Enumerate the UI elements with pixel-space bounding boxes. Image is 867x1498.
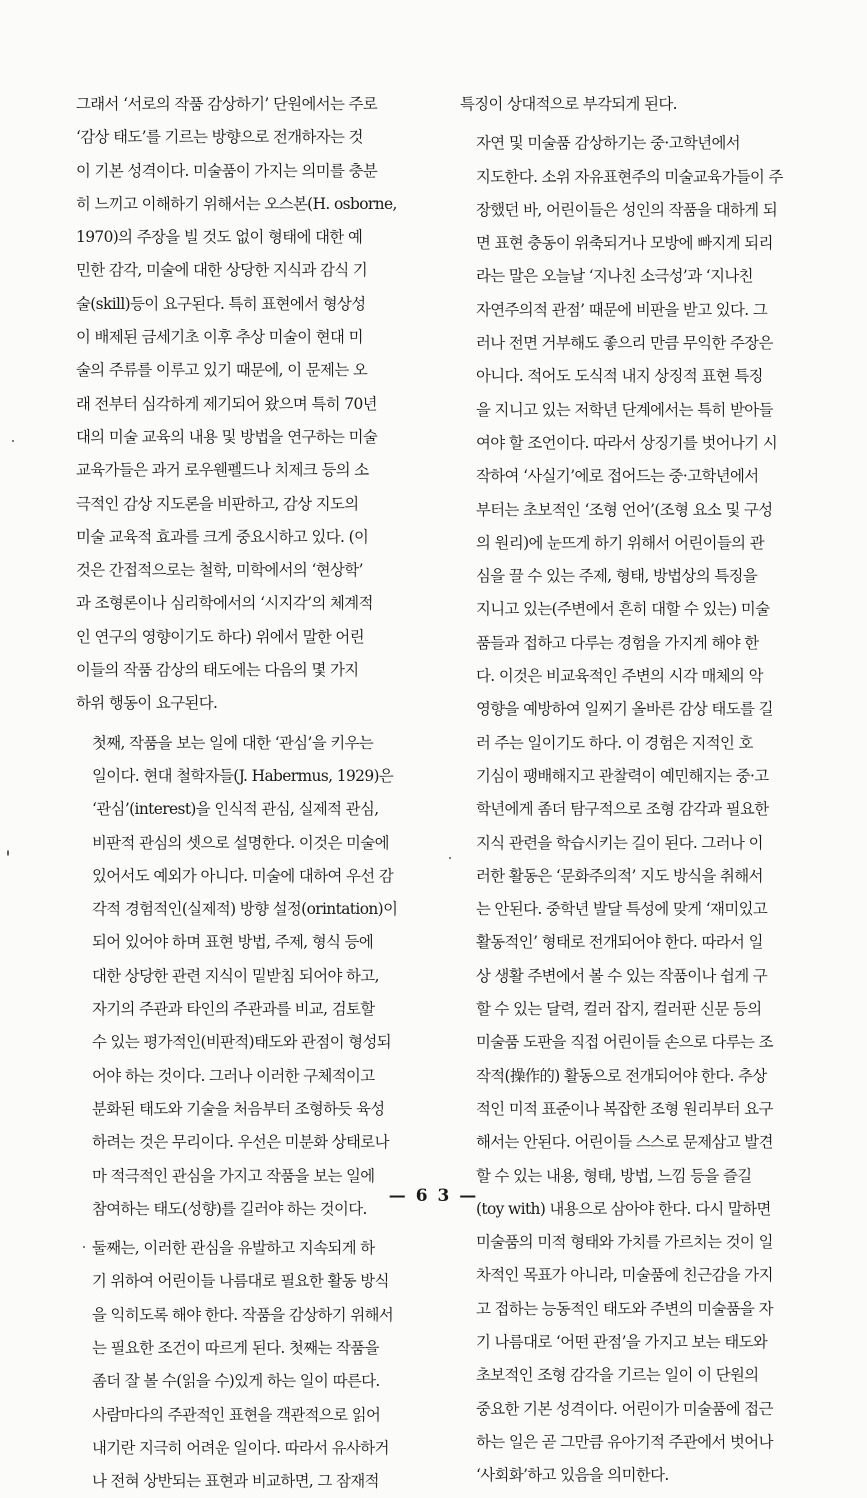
- text-line: 극적인 감상 지도론을 비판하고, 감상 지도의: [76, 494, 359, 513]
- text-line: ‘감상 태도’를 기르는 방향으로 전개하자는 것: [76, 128, 363, 147]
- text-line: 그래서 ‘서로의 작품 감상하기’ 단원에서는 주로: [76, 95, 378, 113]
- text-line: 는 안된다. 중학년 발달 특성에 맞게 ‘재미있고: [476, 900, 768, 919]
- text-line: 해서는 안된다. 어린이들 스스로 문제삼고 발견: [476, 1133, 773, 1152]
- text-line: 술의 주류를 이루고 있기 때문에, 이 문제는 오: [76, 361, 368, 380]
- text-line: (toy with) 내용으로 삼아야 한다. 다시 말하면: [476, 1199, 771, 1218]
- text-line: 분화된 태도와 기술을 처음부터 조형하듯 육성: [92, 1099, 385, 1118]
- text-line: 면 표현 충동이 위축되거나 모방에 빠지게 되리: [476, 234, 773, 253]
- text-line: 아니다. 적어도 도식적 내지 상징적 표현 특징: [476, 367, 763, 386]
- text-line: 일이다. 현대 철학자들(J. Habermus, 1929)은: [92, 766, 394, 785]
- text-line: 을 지니고 있는 저학년 단계에서는 특히 받아들: [476, 400, 773, 419]
- text-line: 술(skill)등이 요구된다. 특히 표현에서 형상성: [76, 294, 366, 313]
- page-number: — 6 3 —: [388, 1186, 479, 1206]
- text-line: 장했던 바, 어린이들은 성인의 작품을 대하게 되: [476, 200, 778, 219]
- text-line: 것은 간접적으로는 철학, 미학에서의 ‘현상학’: [76, 561, 363, 580]
- text-line: 어야 하는 것이다. 그러나 이러한 구체적이고: [92, 1066, 375, 1085]
- text-line: 래 전부터 심각하게 제기되어 왔으며 특히 70년: [76, 394, 377, 413]
- text-line: 다. 이것은 비교육적인 주변의 시각 매체의 악: [476, 667, 763, 686]
- text-line: 과 조형론이나 심리학에서의 ‘시지각’의 체계적: [76, 594, 373, 613]
- text-line: 각적 경험적인(실제적) 방향 설정(orintation)이: [92, 900, 398, 919]
- text-line: 특징이 상대적으로 부각되게 된다.: [460, 95, 677, 113]
- text-line: 비판적 관심의 셋으로 설명한다. 이것은 미술에: [92, 833, 389, 852]
- text-line: 품들과 접하고 다루는 경험을 가지게 해야 한: [476, 633, 759, 652]
- scan-speck: [83, 1246, 85, 1248]
- text-line: 이 배제된 금세기초 이후 추상 미술이 현대 미: [76, 328, 363, 347]
- text-line: 참여하는 태도(성향)를 길러야 하는 것이다.: [92, 1199, 367, 1218]
- text-line: ‘사회화’하고 있음을 의미한다.: [476, 1466, 669, 1485]
- text-line: 학년에게 좀더 탐구적으로 조형 감각과 필요한: [476, 800, 769, 819]
- text-line: 는 필요한 조건이 따르게 된다. 첫째는 작품을: [92, 1338, 379, 1357]
- text-line: 작하여 ‘사실기’에로 접어드는 중·고학년에서: [476, 467, 759, 486]
- text-line: 하는 일은 곧 그만큼 유아기적 주관에서 벗어나: [476, 1432, 773, 1451]
- text-line: 여야 할 조언이다. 따라서 상징기를 벗어나기 시: [476, 433, 778, 452]
- text-line: 할 수 있는 내용, 형태, 방법, 느낌 등을 즐길: [476, 1166, 752, 1185]
- text-line: 작적(操作的) 활동으로 전개되어야 한다. 추상: [476, 1066, 767, 1085]
- text-line: 차적인 목표가 아니라, 미술품에 친근감을 가지: [476, 1266, 773, 1285]
- right-column: [460, 88, 828, 1492]
- text-line: 하위 행동이 요구된다.: [76, 694, 218, 713]
- scan-speck: [7, 850, 9, 856]
- text-line: 활동적인’ 형태로 전개되어야 한다. 따라서 일: [476, 933, 763, 952]
- text-line: 첫째, 작품을 보는 일에 대한 ‘관심’을 키우는: [92, 733, 374, 752]
- text-line: 라는 말은 오늘날 ‘지나친 소극성’과 ‘지나친: [476, 267, 753, 286]
- text-line: 할 수 있는 달력, 컬러 잡지, 컬러판 신문 등의: [476, 1000, 762, 1019]
- text-line: 을 익히도록 해야 한다. 작품을 감상하기 위해서: [92, 1305, 394, 1324]
- text-line: 내기란 지극히 어려운 일이다. 따라서 유사하거: [92, 1438, 389, 1457]
- text-line: 1970)의 주장을 빌 것도 없이 형태에 대한 예: [76, 228, 363, 247]
- text-line: 하려는 것은 무리이다. 우선은 미분화 상태로나: [92, 1133, 389, 1152]
- text-line: 수 있는 평가적인(비판적)태도와 관점이 형성되: [92, 1033, 392, 1052]
- text-line: 부터는 초보적인 ‘조형 언어’(조형 요소 및 구성: [476, 500, 773, 519]
- text-line: 러한 활동은 ‘문화주의적’ 지도 방식을 취해서: [476, 866, 763, 885]
- text-line: ‘관심’(interest)을 인식적 관심, 실제적 관심,: [92, 800, 379, 819]
- text-line: 심을 끌 수 있는 주제, 형태, 방법상의 특징을: [476, 567, 758, 586]
- paragraph: [76, 727, 444, 1226]
- text-line: 의 원리)에 눈뜨게 하기 위해서 어린이들의 관: [476, 533, 764, 552]
- text-line: 마 적극적인 관심을 가지고 작품을 보는 일에: [92, 1166, 375, 1185]
- text-line: 자기의 주관과 타인의 주관과를 비교, 검토할: [92, 1000, 375, 1019]
- text-line: 인 연구의 영향이기도 하다) 위에서 말한 어린: [76, 627, 364, 646]
- text-line: 중요한 기본 성격이다. 어린이가 미술품에 접근: [476, 1399, 773, 1418]
- text-line: 적인 미적 표준이나 복잡한 조형 원리부터 요구: [476, 1099, 773, 1118]
- text-line: 있어서도 예외가 아니다. 미술에 대하여 우선 감: [92, 866, 394, 885]
- paragraph: [460, 88, 828, 121]
- paragraph: [460, 127, 828, 1492]
- text-line: 이 기본 성격이다. 미술품이 가지는 의미를 충분: [76, 161, 378, 180]
- text-line: 지도한다. 소위 자유표현주의 미술교육가들이 주: [476, 167, 783, 186]
- text-line: 민한 감각, 미술에 대한 상당한 지식과 감식 기: [76, 261, 368, 280]
- paragraph: [76, 88, 444, 721]
- text-line: 히 느끼고 이해하기 위해서는 오스본(H. osborne,: [76, 194, 397, 213]
- text-line: 초보적인 조형 감각을 기르는 일이 이 단원의: [476, 1366, 759, 1385]
- text-line: 대의 미술 교육의 내용 및 방법을 연구하는 미술: [76, 427, 378, 446]
- text-line: 자연주의적 관점’ 때문에 비판을 받고 있다. 그: [476, 300, 768, 319]
- paragraph: [76, 1232, 444, 1498]
- text-line: 러 주는 일이기도 하다. 이 경험은 지적인 호: [476, 733, 753, 752]
- text-line: 미술 교육적 효과를 크게 중요시하고 있다. (이: [76, 527, 369, 546]
- text-line: 미술품의 미적 형태와 가치를 가르치는 것이 일: [476, 1233, 773, 1252]
- text-line: 기 나름대로 ‘어떤 관점’을 가지고 보는 태도와: [476, 1332, 768, 1351]
- text-line: 고 접하는 능동적인 태도와 주변의 미술품을 자: [476, 1299, 773, 1318]
- scan-speck: [449, 857, 451, 859]
- text-line: 교육가들은 과거 로우웬펠드나 치제크 등의 소: [76, 461, 369, 480]
- text-line: 좀더 잘 볼 수(읽을 수)있게 하는 일이 따른다.: [92, 1372, 380, 1391]
- text-line: 대한 상당한 관련 지식이 밑받침 되어야 하고,: [92, 966, 379, 985]
- text-line: 되어 있어야 하며 표현 방법, 주제, 형식 등에: [92, 933, 374, 952]
- text-line: 지식 관련을 학습시키는 길이 된다. 그러나 이: [476, 833, 763, 852]
- scan-speck: [12, 440, 14, 442]
- text-line: 상 생활 주변에서 볼 수 있는 작품이나 쉽게 구: [476, 966, 768, 985]
- text-line: 기심이 팽배해지고 관찰력이 예민해지는 중·고: [476, 766, 769, 785]
- text-line: 자연 및 미술품 감상하기는 중·고학년에서: [476, 134, 741, 153]
- text-line: 미술품 도판을 직접 어린이들 손으로 다루는 조: [476, 1033, 773, 1052]
- text-line: 영향을 예방하여 일찌기 올바른 감상 태도를 길: [476, 700, 773, 719]
- text-line: 지니고 있는(주변에서 흔히 대할 수 있는) 미술: [476, 600, 770, 619]
- text-line: 사람마다의 주관적인 표현을 객관적으로 읽어: [92, 1405, 381, 1424]
- text-line: 러나 전면 거부해도 좋으리 만큼 무익한 주장은: [476, 334, 773, 353]
- text-line: 이들의 작품 감상의 태도에는 다음의 몇 가지: [76, 661, 359, 680]
- text-line: 나 전혀 상반되는 표현과 비교하면, 그 잠재적: [92, 1472, 379, 1491]
- text-line: 기 위하여 어린이들 나름대로 필요한 활동 방식: [92, 1272, 389, 1291]
- left-column: [76, 88, 444, 1498]
- text-line: 둘째는, 이러한 관심을 유발하고 지속되게 하: [92, 1239, 375, 1258]
